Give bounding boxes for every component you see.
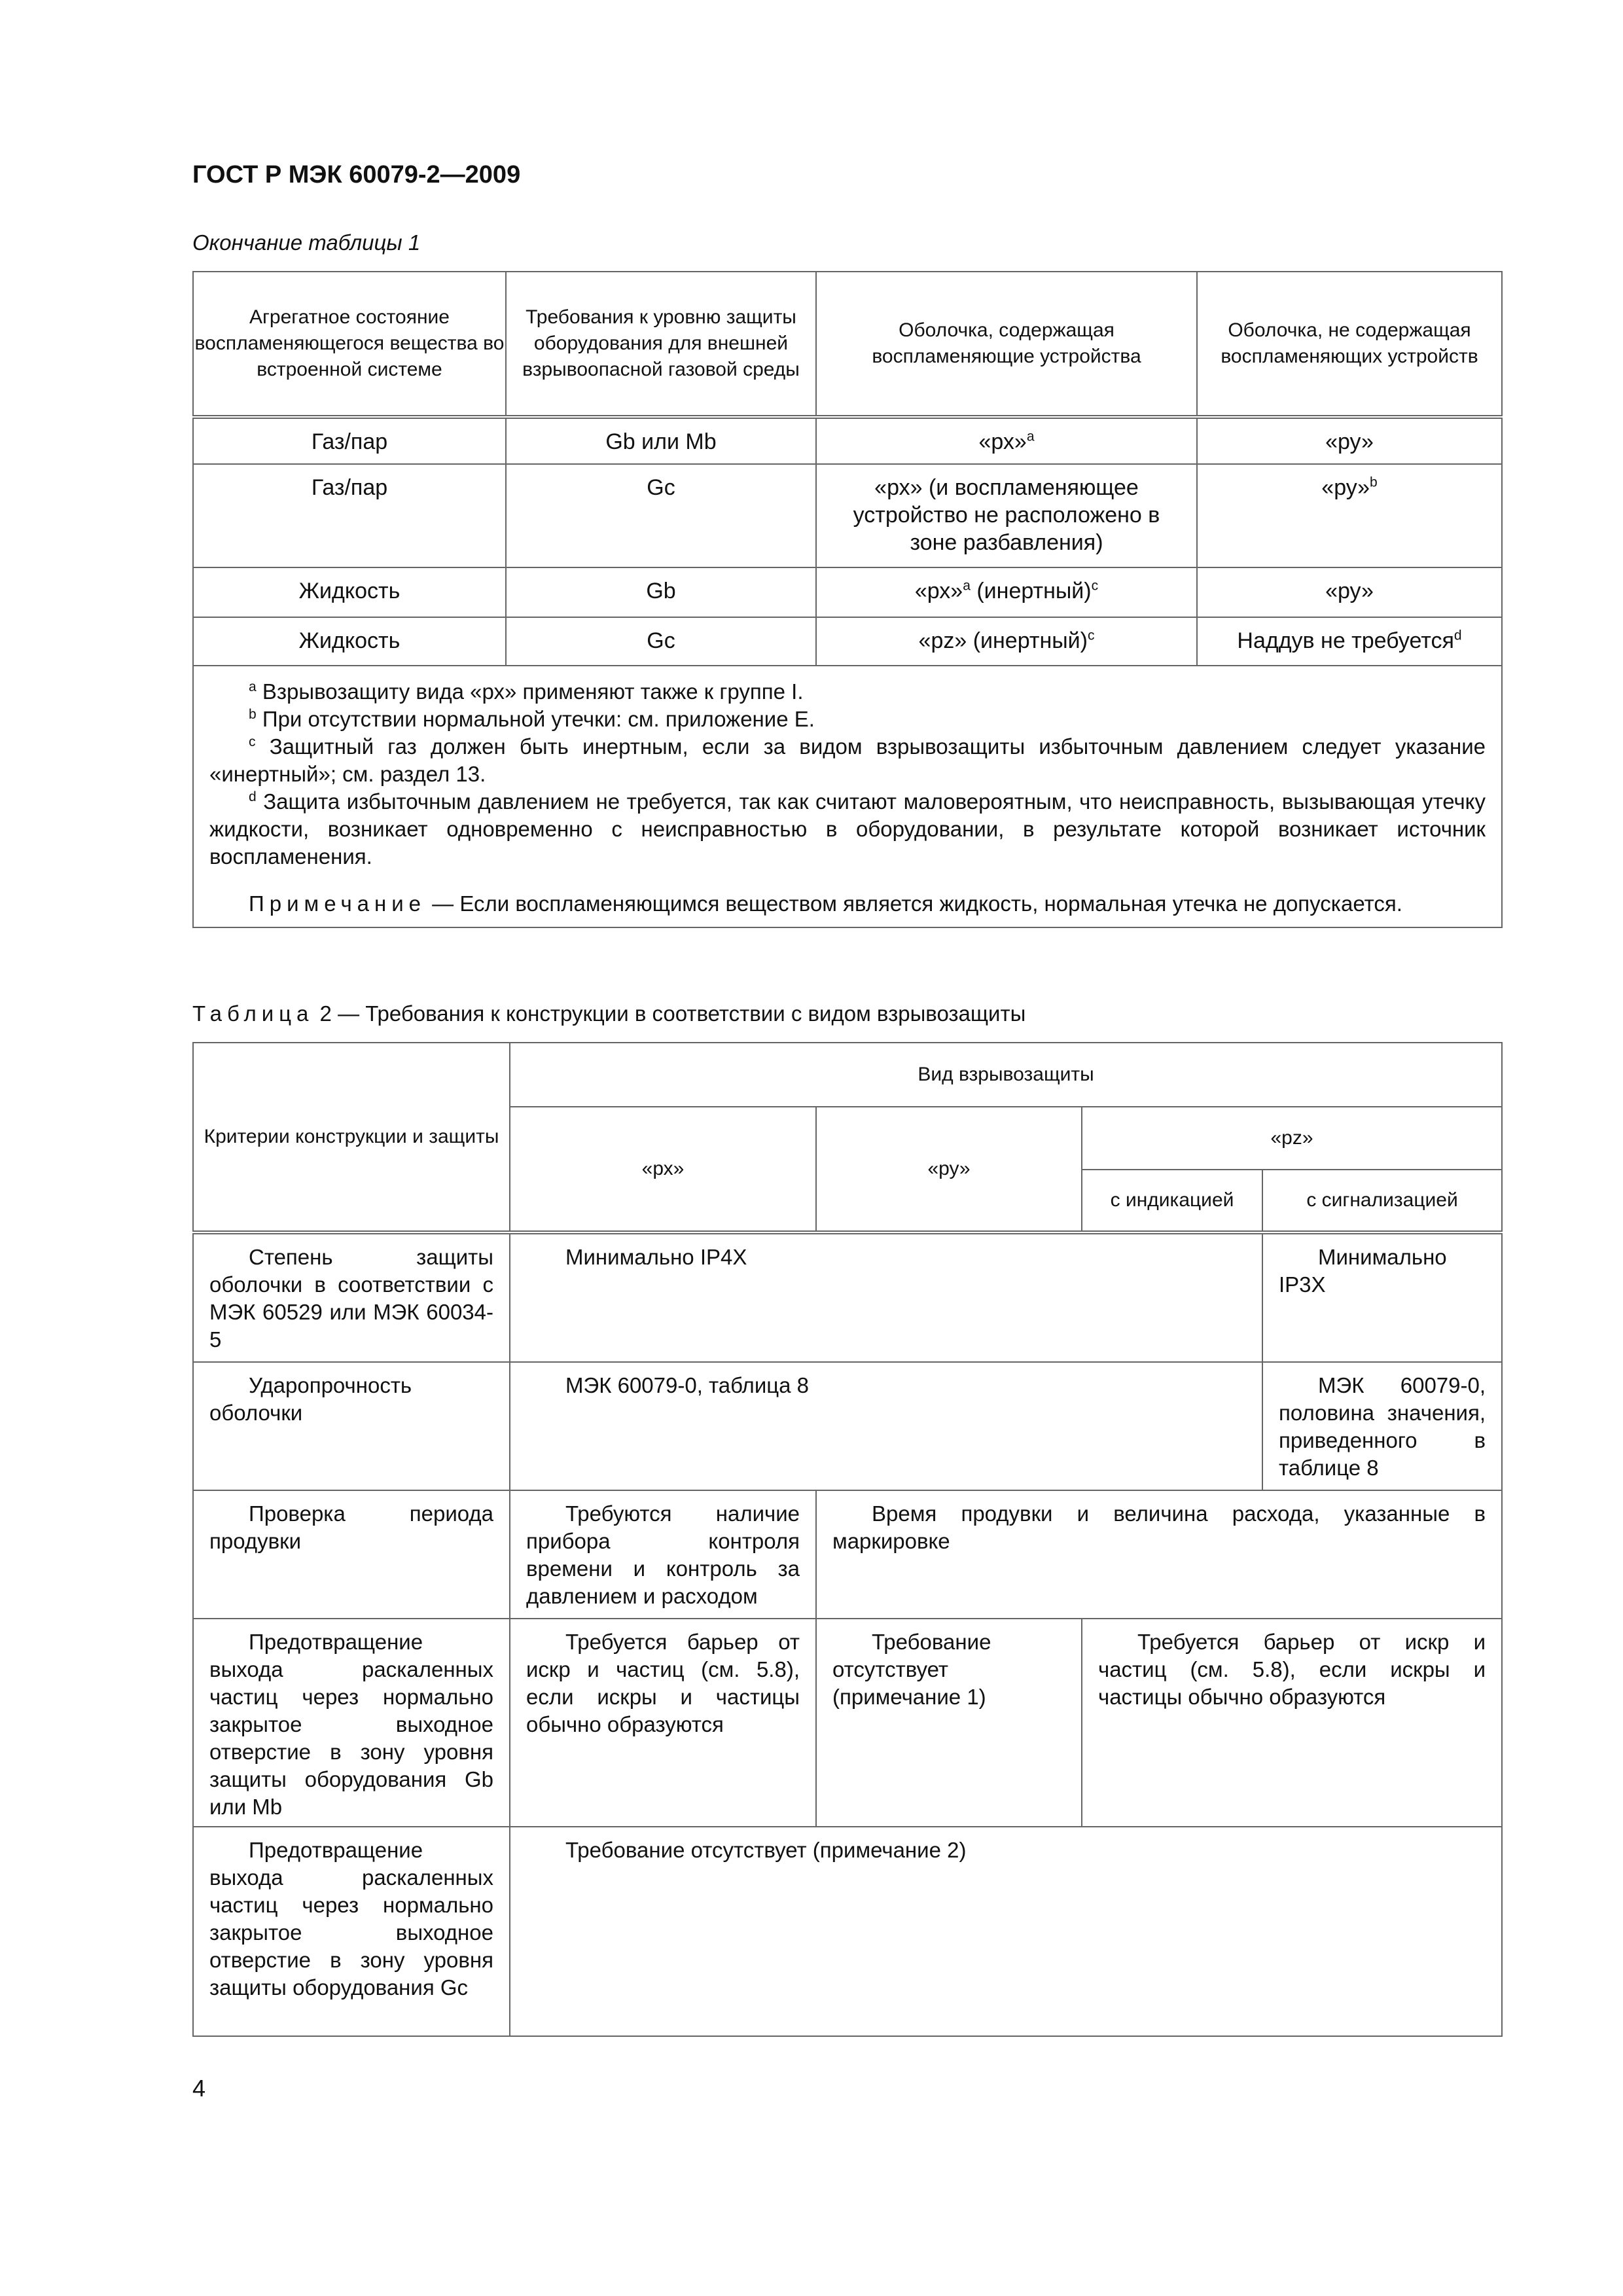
table1-header-row bbox=[193, 272, 1502, 417]
cell-state: Жидкость bbox=[193, 617, 506, 666]
table1-col-with-ignition: Оболочка, содержащая воспламеняющие устройства bbox=[816, 272, 1197, 417]
cell-value: Требуются наличие прибора контроля времени и контроль за давлением и расходом bbox=[510, 1490, 816, 1619]
footnote: $^c$ Защитный газ должен быть инертным, если за видом взрывозащиты избыточным давлением следует указание «инертный»; см. раздел 13. bbox=[209, 734, 1486, 786]
table2-header-row bbox=[193, 1043, 1502, 1107]
cell-state: Газ/пар bbox=[193, 417, 506, 464]
cell-without-ignition: «ру»$^b$ bbox=[1197, 464, 1502, 567]
table1 bbox=[192, 271, 1503, 928]
page-number: 4 bbox=[192, 2075, 206, 2102]
table2-col-pz: «pz» bbox=[1082, 1107, 1502, 1170]
cell-without-ignition: «ру» bbox=[1197, 417, 1502, 464]
table-row bbox=[193, 1362, 1502, 1490]
table1-caption: Окончание таблицы 1 bbox=[192, 230, 421, 255]
table1-footnotes bbox=[193, 666, 1502, 927]
table1-col-level: Требования к уровню защиты оборудования для внешней взрывоопасной газовой среды bbox=[506, 272, 816, 417]
table2 bbox=[192, 1042, 1503, 2037]
table1-col-without-ignition: Оболочка, не содержащая воспламеняющих устройств bbox=[1197, 272, 1502, 417]
cell-without-ignition: «ру» bbox=[1197, 567, 1502, 617]
cell-criterion: Степень защиты оболочки в соответствии с МЭК 60529 или МЭК 60034-5 bbox=[193, 1232, 510, 1362]
cell-value: Требуется барьер от искр и частиц (см. 5.8), если искры и частицы обычно образуются bbox=[510, 1619, 816, 1827]
table-row bbox=[193, 1827, 1502, 2036]
cell-criterion: Ударопрочность оболочки bbox=[193, 1362, 510, 1490]
footnote: $^b$ При отсутствии нормальной утечки: см. приложение Е. bbox=[249, 707, 815, 731]
table2-col-criteria: Критерии конструкции и защиты bbox=[193, 1043, 510, 1232]
table-row bbox=[193, 567, 1502, 617]
cell-with-ignition: «рх»$^a$ bbox=[816, 417, 1197, 464]
cell-value: МЭК 60079-0, таблица 8 bbox=[510, 1362, 1262, 1490]
cell-criterion: Предотвращение выхода раскаленных частиц через нормально закрытое выходное отверстие в зону уровня защиты оборудования Gb или Mb bbox=[193, 1619, 510, 1827]
cell-state: Жидкость bbox=[193, 567, 506, 617]
cell-value: Требование отсутствует (примечание 1) bbox=[816, 1619, 1082, 1827]
footnote: $^a$ Взрывозащиту вида «рх» применяют также к группе I. bbox=[249, 679, 804, 704]
table1-note: Примечание — Если воспламеняющимся веществом является жидкость, нормальная утечка не допускается. bbox=[249, 891, 1402, 916]
table2-col-py: «ру» bbox=[816, 1107, 1082, 1232]
cell-value: Минимально IP4X bbox=[510, 1232, 1262, 1362]
cell-with-ignition: «рх»$^a$ (инертный)$^c$ bbox=[816, 567, 1197, 617]
cell-with-ignition: «рх» (и воспламеняющее устройство не расположено в зоне разбавления) bbox=[816, 464, 1197, 567]
table2-caption: Таблица 2 — Требования к конструкции в соответствии с видом взрывозащиты bbox=[192, 1001, 1026, 1026]
cell-value: Время продувки и величина расхода, указанные в маркировке bbox=[816, 1490, 1502, 1619]
table2-col-px: «рх» bbox=[510, 1107, 816, 1232]
table2-col-protection-type: Вид взрывозащиты bbox=[510, 1043, 1502, 1107]
cell-criterion: Проверка периода продувки bbox=[193, 1490, 510, 1619]
table-row bbox=[193, 417, 1502, 464]
cell-value: МЭК 60079-0, половина значения, приведенного в таблице 8 bbox=[1262, 1362, 1502, 1490]
cell-level: Gb bbox=[506, 567, 816, 617]
table-row bbox=[193, 617, 1502, 666]
footnote: $^d$ Защита избыточным давлением не требуется, так как считают маловероятным, что неисправность, вызывающая утечку жидкости, возникает одновременно с неисправностью в оборудовании, в результате которой возникает источник воспламенения. bbox=[209, 789, 1486, 869]
cell-level: Gb или Mb bbox=[506, 417, 816, 464]
cell-level: Gc bbox=[506, 464, 816, 567]
table1-footnotes-row bbox=[193, 666, 1502, 927]
table-row bbox=[193, 1619, 1502, 1827]
table-row bbox=[193, 464, 1502, 567]
cell-value: Минимально IP3X bbox=[1262, 1232, 1502, 1362]
cell-level: Gc bbox=[506, 617, 816, 666]
cell-state: Газ/пар bbox=[193, 464, 506, 567]
cell-without-ignition: Наддув не требуется$^d$ bbox=[1197, 617, 1502, 666]
cell-criterion: Предотвращение выхода раскаленных частиц через нормально закрытое выходное отверстие в зону уровня защиты оборудования Gc bbox=[193, 1827, 510, 2036]
cell-value: Требуется барьер от искр и частиц (см. 5.8), если искры и частицы обычно образуются bbox=[1082, 1619, 1502, 1827]
table-row bbox=[193, 1490, 1502, 1619]
document-header: ГОСТ Р МЭК 60079-2—2009 bbox=[192, 161, 521, 188]
table2-col-pz-indication: с индикацией bbox=[1082, 1170, 1262, 1232]
cell-value: Требование отсутствует (примечание 2) bbox=[510, 1827, 1502, 2036]
table-row bbox=[193, 1232, 1502, 1362]
table1-col-state: Агрегатное состояние воспламеняющегося вещества во встроенной системе bbox=[193, 272, 506, 417]
cell-with-ignition: «pz» (инертный)$^c$ bbox=[816, 617, 1197, 666]
table2-col-pz-alarm: с сигнализацией bbox=[1262, 1170, 1502, 1232]
